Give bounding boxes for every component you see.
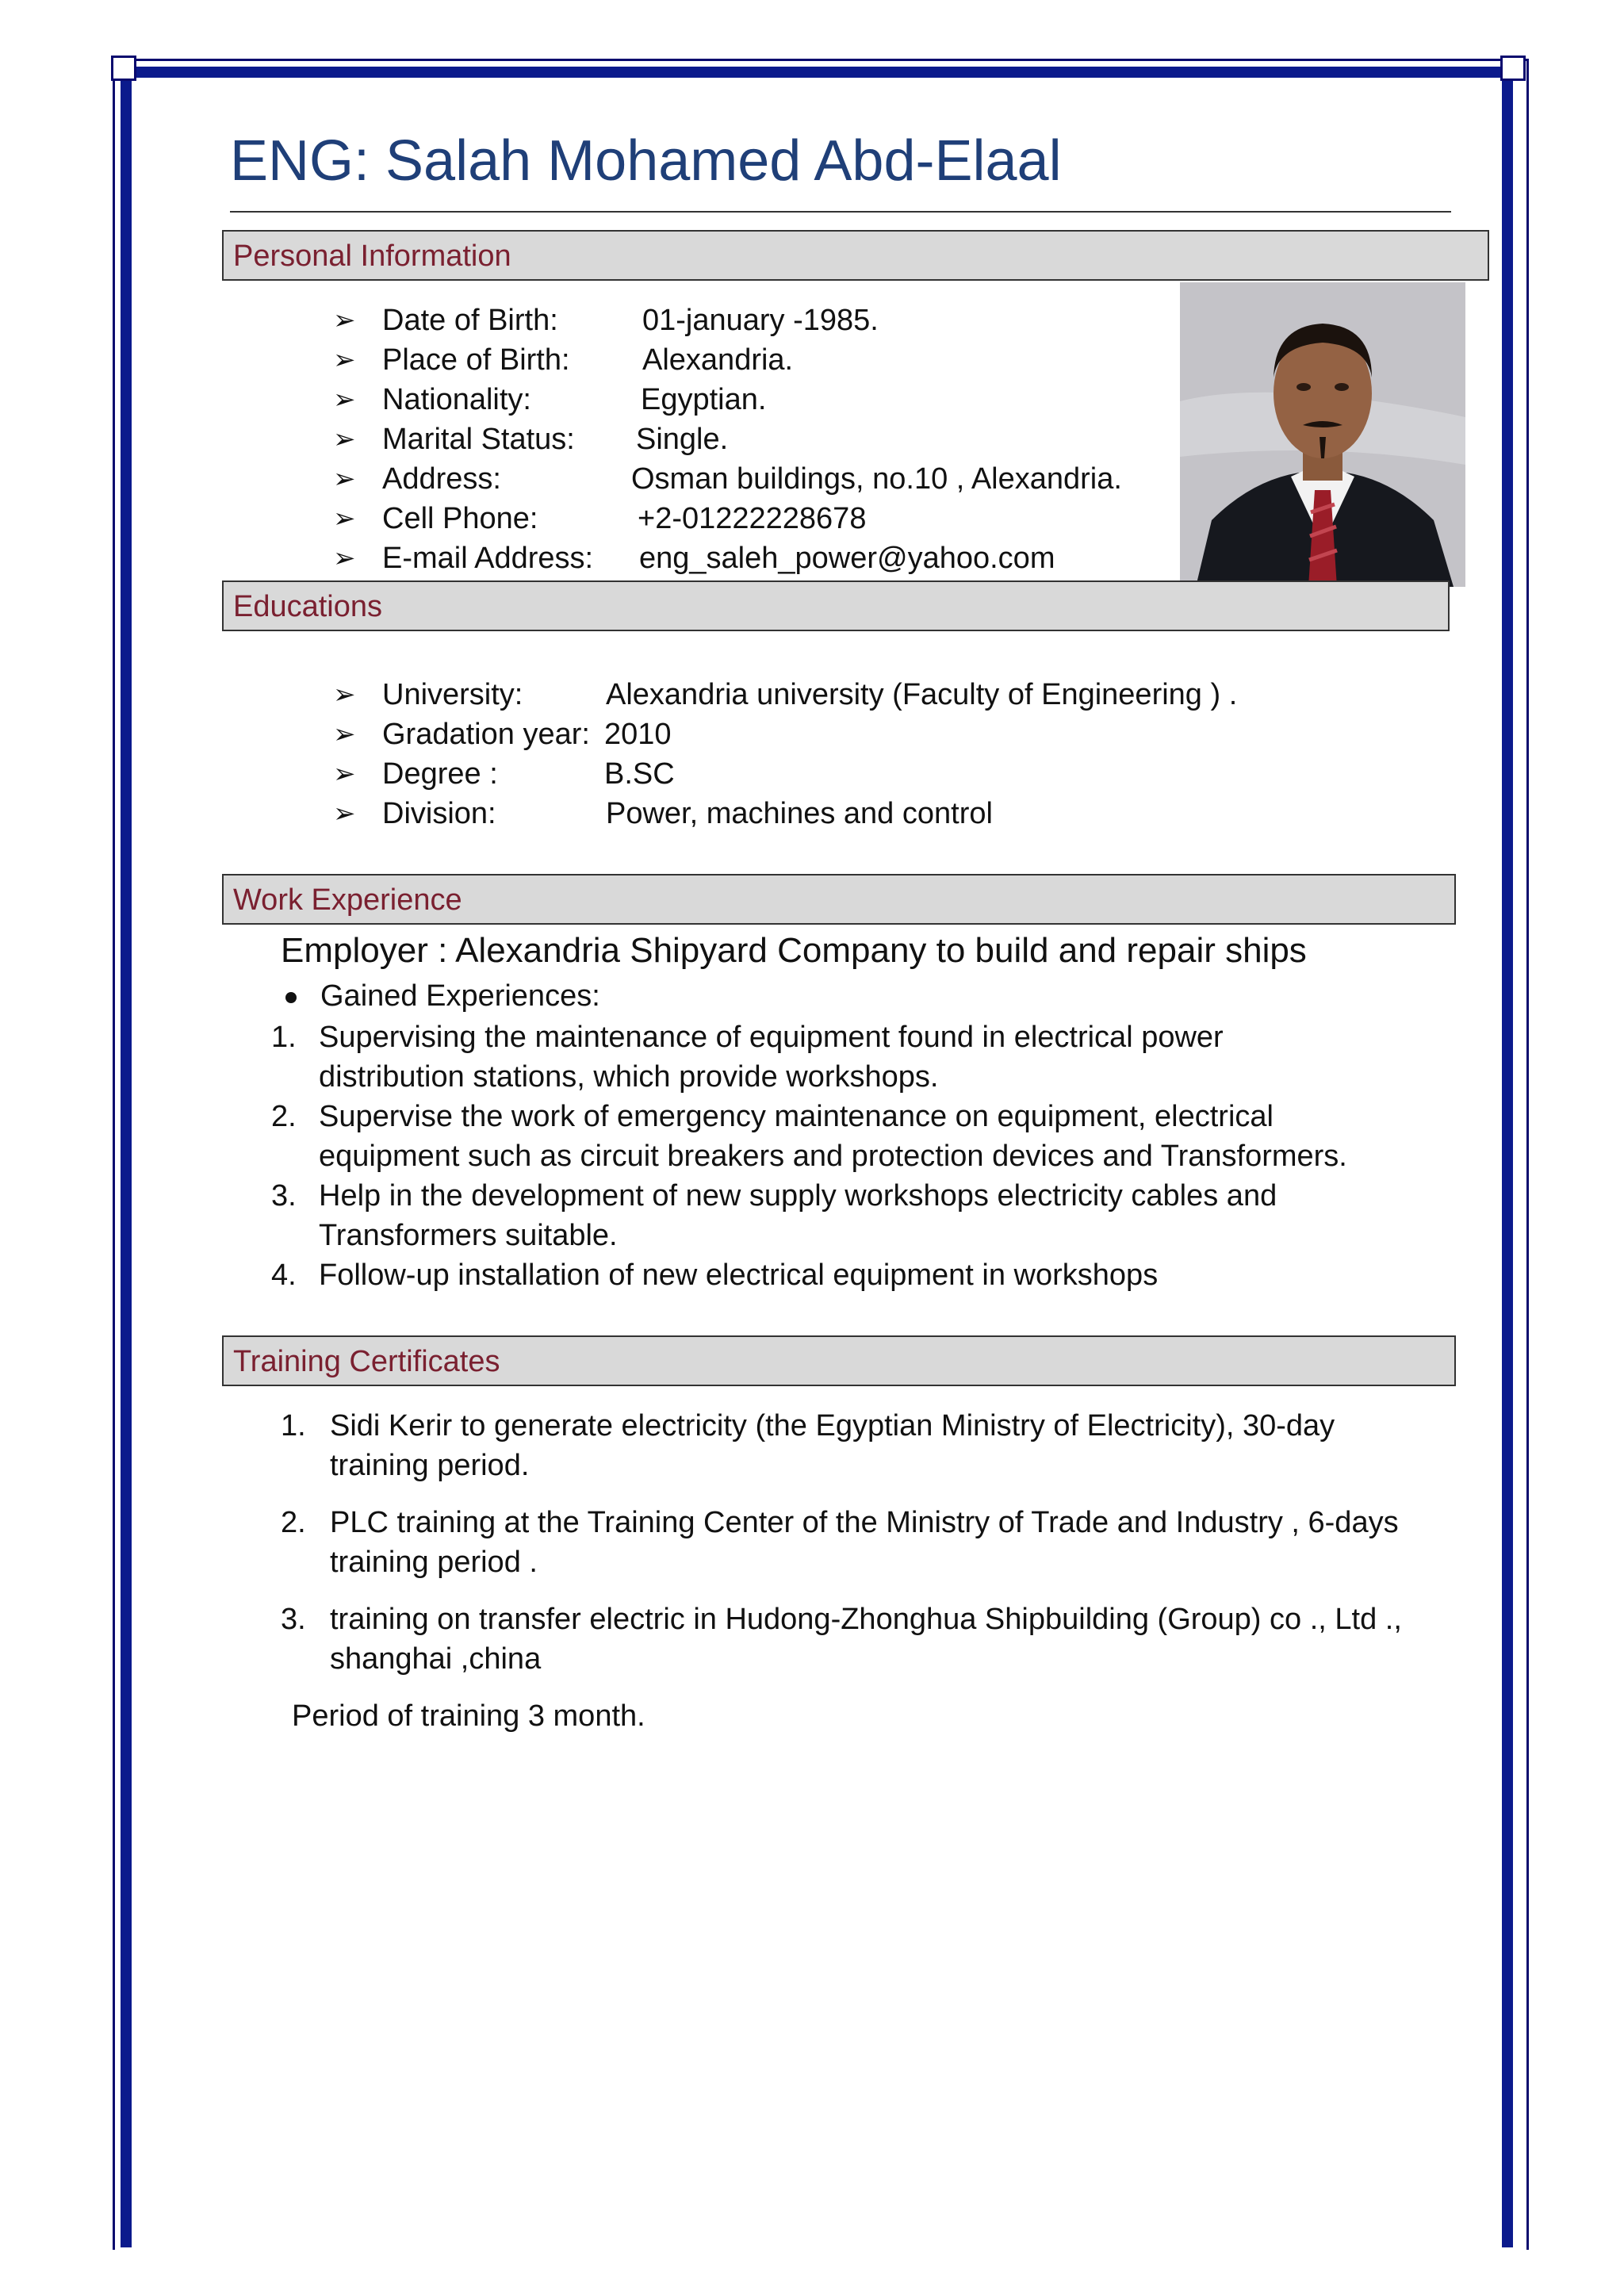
gained-experiences-line: Gained Experiences: (285, 977, 600, 1015)
arrow-bullet-icon: ➢ (333, 464, 356, 494)
section-training-certificates (222, 1335, 1456, 1386)
frame-corner-right (1500, 56, 1526, 81)
arrow-bullet-icon: ➢ (333, 680, 356, 710)
section-personal-information (222, 230, 1489, 281)
arrow-bullet-icon: ➢ (333, 759, 356, 789)
arrow-bullet-icon: ➢ (333, 345, 356, 375)
arrow-bullet-icon: ➢ (333, 799, 356, 829)
resume-title: ENG: Salah Mohamed Abd-Elaal (230, 129, 1062, 193)
section-educations (222, 580, 1450, 631)
arrow-bullet-icon: ➢ (333, 543, 356, 573)
section-title: Work Experience (233, 883, 462, 917)
profile-photo (1180, 282, 1465, 587)
employer-line: Employer : Alexandria Shipyard Company to build and repair ships (281, 931, 1307, 970)
arrow-bullet-icon: ➢ (333, 504, 356, 534)
section-title: Training Certificates (233, 1345, 500, 1378)
section-title: Educations (233, 590, 383, 623)
bullet-dot-icon (285, 992, 297, 1003)
section-work-experience (222, 874, 1456, 925)
training-period: Period of training 3 month. (292, 1699, 645, 1733)
arrow-bullet-icon: ➢ (333, 719, 356, 749)
section-title: Personal Information (233, 239, 511, 273)
title-rule (230, 211, 1451, 213)
arrow-bullet-icon: ➢ (333, 305, 356, 335)
arrow-bullet-icon: ➢ (333, 424, 356, 454)
frame-corner-left (111, 56, 136, 81)
arrow-bullet-icon: ➢ (333, 385, 356, 415)
